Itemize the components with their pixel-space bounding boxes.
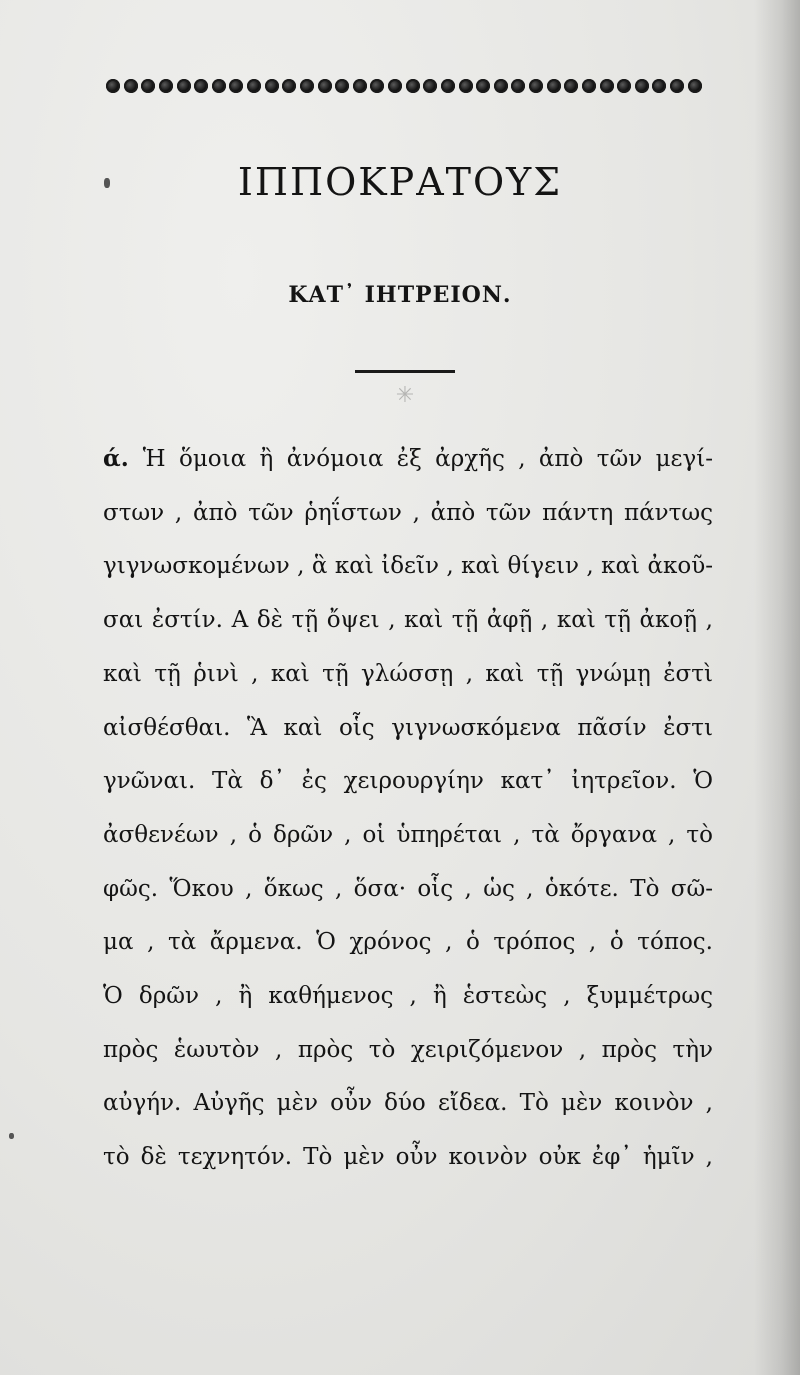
text-line-content: μα , τὰ ἄρμενα. Ὁ χρόνος , ὁ τρόπος , ὁ τόπος.	[103, 929, 713, 956]
ornament-dot	[406, 79, 420, 93]
text-line	[103, 916, 713, 970]
ornament-dot	[370, 79, 384, 93]
body-text	[103, 432, 713, 1185]
text-line	[103, 648, 713, 702]
page-subtitle: ΚΑΤ᾽ ΙΗΤΡΕΙΟΝ.	[288, 282, 512, 308]
ornament-dot	[423, 79, 437, 93]
ornament-dot	[670, 79, 684, 93]
ornament-dot	[388, 79, 402, 93]
ornament-dot	[194, 79, 208, 93]
text-line	[103, 487, 713, 541]
text-line-content: αὐγήν. Αὐγῆς μὲν οὖν δύο εἴδεα. Τὸ μὲν κοινὸν ,	[103, 1090, 713, 1117]
text-line-content: πρὸς ἑωυτὸν , πρὸς τὸ χειριζόμενον , πρὸς τὴν	[103, 1036, 713, 1063]
text-line	[103, 1024, 713, 1078]
text-line-content: αἰσθέσθαι. Ἃ καὶ οἷς γιγνωσκόμενα πᾶσίν ἐστι	[103, 714, 713, 741]
text-line	[103, 432, 713, 487]
ornament-dot	[564, 79, 578, 93]
title-rule	[355, 370, 455, 373]
text-line	[103, 863, 713, 917]
ornament-asterisk-icon: ✳	[395, 383, 415, 408]
ornament-dot	[141, 79, 155, 93]
page-title: ΙΠΠΟΚΡΑΤΟΥΣ	[237, 160, 563, 204]
text-line	[103, 702, 713, 756]
ornament-dot	[476, 79, 490, 93]
ornament-dot	[265, 79, 279, 93]
text-line-content: τὸ δὲ τεχνητόν. Τὸ μὲν οὖν κοινὸν οὐκ ἐφ᾽ ἡμῖν ,	[103, 1144, 713, 1171]
ornament-dot	[300, 79, 314, 93]
ornament-dot	[229, 79, 243, 93]
text-line-content: γιγνωσκομένων , ἃ καὶ ἰδεῖν , καὶ θίγειν , καὶ ἀκοῦ-	[103, 553, 713, 580]
text-line-content: στων , ἀπὸ τῶν ῥηΐστων , ἀπὸ τῶν πάντη πάντως	[103, 499, 713, 526]
ornament-dot	[177, 79, 191, 93]
ornament-dot	[529, 79, 543, 93]
text-line	[103, 594, 713, 648]
text-line-content: Ὁ δρῶν , ἢ καθήμενος , ἢ ἑστεὼς , ξυμμέτρως	[103, 983, 713, 1010]
ornament-dot	[441, 79, 455, 93]
ornament-dot	[617, 79, 631, 93]
ornament-dot	[212, 79, 226, 93]
ornament-dot	[582, 79, 596, 93]
text-line	[103, 1077, 713, 1131]
ornament-dot	[688, 79, 702, 93]
ornament-dot	[335, 79, 349, 93]
ornament-dot	[282, 79, 296, 93]
ornament-dot	[124, 79, 138, 93]
ornament-dot	[511, 79, 525, 93]
text-line	[103, 1131, 713, 1185]
ornament-dot	[494, 79, 508, 93]
ornamental-border	[106, 74, 702, 98]
text-line-content: γνῶναι. Τὰ δ᾽ ἐς χειρουργίην κατ᾽ ἰητρεῖον. Ὁ	[103, 768, 713, 795]
text-line-content: Ἡ ὅμοια ἢ ἀνόμοια ἐξ ἀρχῆς , ἀπὸ τῶν μεγί-	[142, 446, 713, 472]
text-line-content: καὶ τῇ ῥινὶ , καὶ τῇ γλώσσῃ , καὶ τῇ γνώμῃ ἐστὶ	[103, 660, 713, 687]
spine-shadow	[754, 0, 800, 1375]
ornament-dot	[159, 79, 173, 93]
ornament-dot	[459, 79, 473, 93]
text-line	[103, 809, 713, 863]
section-number: ά.	[103, 445, 143, 472]
ink-speck	[9, 1133, 14, 1139]
text-line-content: σαι ἐστίν. Α δὲ τῇ ὄψει , καὶ τῇ ἀφῇ , καὶ τῇ ἀκοῇ ,	[103, 607, 713, 634]
ink-speck	[104, 178, 110, 188]
ornament-dot	[635, 79, 649, 93]
text-line	[103, 755, 713, 809]
ornament-dot	[547, 79, 561, 93]
ornament-dot	[247, 79, 261, 93]
ornament-dot	[353, 79, 367, 93]
text-line-content: φῶς. Ὅκου , ὅκως , ὅσα· οἷς , ὡς , ὁκότε. Τὸ σῶ-	[103, 875, 713, 902]
ornament-dot	[318, 79, 332, 93]
ornament-dot	[652, 79, 666, 93]
ornament-dot	[106, 79, 120, 93]
text-line	[103, 970, 713, 1024]
text-line-content: ἀσθενέων , ὁ δρῶν , οἱ ὑπηρέται , τὰ ὄργανα , τὸ	[103, 821, 713, 848]
ornament-dot	[600, 79, 614, 93]
text-line	[103, 540, 713, 594]
